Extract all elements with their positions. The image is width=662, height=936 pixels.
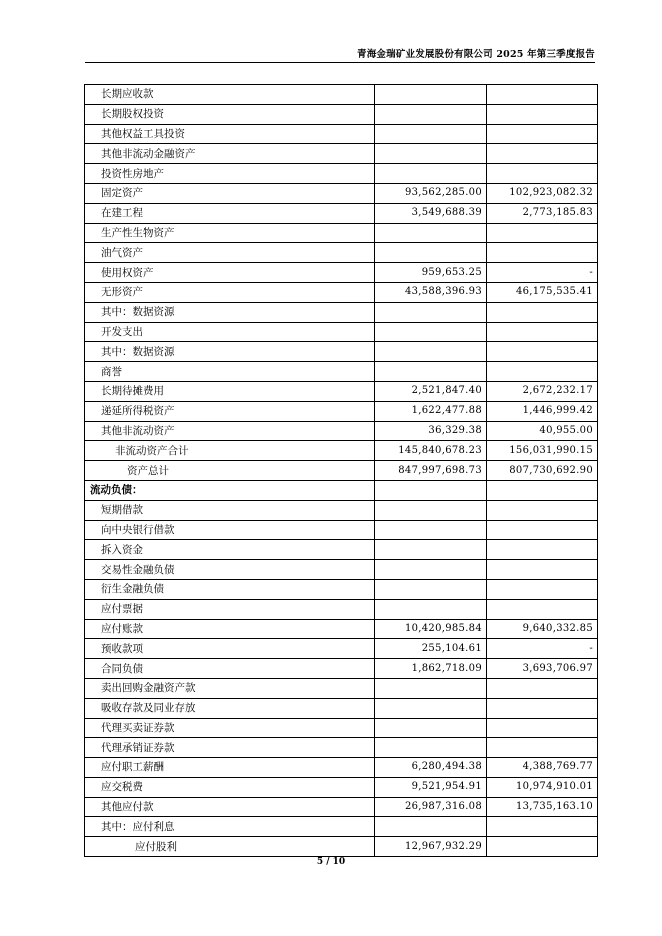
- prior-value: [487, 678, 598, 698]
- row-label: 衍生金融负债: [85, 579, 375, 599]
- table-row: [85, 659, 598, 679]
- current-value: 1,622,477.88: [375, 401, 487, 421]
- current-value: [375, 322, 487, 342]
- prior-value: [487, 599, 598, 619]
- row-label: 长期股权投资: [85, 104, 375, 124]
- current-value: [375, 500, 487, 520]
- table-row: [85, 85, 598, 105]
- current-value: [375, 342, 487, 362]
- row-label: 卖出回购金融资产款: [85, 678, 375, 698]
- table-row: [85, 342, 598, 362]
- prior-value: 46,175,535.41: [487, 282, 598, 302]
- row-label: 使用权资产: [85, 263, 375, 283]
- table-row: [85, 322, 598, 342]
- row-label: 其中：应付利息: [85, 817, 375, 837]
- prior-value: 2,773,185.83: [487, 203, 598, 223]
- row-label: 无形资产: [85, 282, 375, 302]
- current-value: [375, 599, 487, 619]
- prior-value: -: [487, 263, 598, 283]
- current-value: 12,967,932.29: [375, 837, 487, 857]
- table-row: [85, 500, 598, 520]
- row-label: 拆入资金: [85, 540, 375, 560]
- prior-value: [487, 104, 598, 124]
- row-label: 在建工程: [85, 203, 375, 223]
- prior-value: 4,388,769.77: [487, 758, 598, 778]
- prior-value: 9,640,332.85: [487, 619, 598, 639]
- table-row: [85, 421, 598, 441]
- row-label: 油气资产: [85, 243, 375, 263]
- row-label: 应付职工薪酬: [85, 758, 375, 778]
- table-row: [85, 639, 598, 659]
- table-row: [85, 243, 598, 263]
- row-label: 短期借款: [85, 500, 375, 520]
- prior-value: [487, 738, 598, 758]
- table-row: [85, 223, 598, 243]
- table-row: [85, 144, 598, 164]
- section-header-row: [85, 480, 598, 500]
- current-value: 9,521,954.91: [375, 777, 487, 797]
- prior-value: 102,923,082.32: [487, 183, 598, 203]
- current-value: [375, 560, 487, 580]
- row-label: 其他应付款: [85, 797, 375, 817]
- prior-value: -: [487, 639, 598, 659]
- prior-value: [487, 817, 598, 837]
- table-row: [85, 302, 598, 322]
- row-label: 长期待摊费用: [85, 381, 375, 401]
- current-value: [375, 362, 487, 382]
- prior-value: 40,955.00: [487, 421, 598, 441]
- prior-value: 156,031,990.15: [487, 441, 598, 461]
- current-value: [375, 698, 487, 718]
- row-label: 资产总计: [85, 461, 375, 481]
- row-label: 长期应收款: [85, 85, 375, 105]
- current-value: 145,840,678.23: [375, 441, 487, 461]
- current-value: [375, 85, 487, 105]
- table-row: [85, 282, 598, 302]
- row-label: 吸收存款及同业存放: [85, 698, 375, 718]
- row-label: 向中央银行借款: [85, 520, 375, 540]
- table-row: [85, 678, 598, 698]
- prior-value: 1,446,999.42: [487, 401, 598, 421]
- row-label: 生产性生物资产: [85, 223, 375, 243]
- row-label: 其他权益工具投资: [85, 124, 375, 144]
- prior-value: [487, 342, 598, 362]
- prior-value: [487, 302, 598, 322]
- table-row: [85, 263, 598, 283]
- row-label: 代理承销证券款: [85, 738, 375, 758]
- table-row: [85, 560, 598, 580]
- row-label: 交易性金融负债: [85, 560, 375, 580]
- current-value: 255,104.61: [375, 639, 487, 659]
- current-value: 2,521,847.40: [375, 381, 487, 401]
- prior-value: [487, 540, 598, 560]
- prior-value: 13,735,163.10: [487, 797, 598, 817]
- prior-value: [487, 480, 598, 500]
- row-label: 固定资产: [85, 183, 375, 203]
- current-value: 93,562,285.00: [375, 183, 487, 203]
- row-label: 开发支出: [85, 322, 375, 342]
- row-label: 预收款项: [85, 639, 375, 659]
- prior-value: [487, 698, 598, 718]
- prior-value: [487, 85, 598, 105]
- row-label: 其他非流动金融资产: [85, 144, 375, 164]
- current-value: [375, 520, 487, 540]
- current-value: [375, 678, 487, 698]
- table-row: [85, 758, 598, 778]
- current-value: [375, 243, 487, 263]
- current-value: [375, 738, 487, 758]
- table-row: [85, 104, 598, 124]
- current-value: [375, 579, 487, 599]
- current-value: [375, 164, 487, 184]
- row-label: 非流动资产合计: [85, 441, 375, 461]
- prior-value: 807,730,692.90: [487, 461, 598, 481]
- current-value: 43,588,396.93: [375, 282, 487, 302]
- prior-value: [487, 164, 598, 184]
- table-row: [85, 362, 598, 382]
- row-label: 应付账款: [85, 619, 375, 639]
- row-label: 应付票据: [85, 599, 375, 619]
- prior-value: [487, 144, 598, 164]
- row-label: 代理买卖证券款: [85, 718, 375, 738]
- prior-value: [487, 362, 598, 382]
- table-row: [85, 698, 598, 718]
- row-label: 其他非流动资产: [85, 421, 375, 441]
- balance-sheet-table: [84, 84, 598, 857]
- total-row: [85, 461, 598, 481]
- current-value: [375, 817, 487, 837]
- table-row: [85, 540, 598, 560]
- table-row: [85, 183, 598, 203]
- row-label: 应交税费: [85, 777, 375, 797]
- subtotal-row: [85, 441, 598, 461]
- header-rule: [85, 62, 595, 63]
- current-value: 847,997,698.73: [375, 461, 487, 481]
- current-value: [375, 144, 487, 164]
- current-value: 959,653.25: [375, 263, 487, 283]
- row-label: 商誉: [85, 362, 375, 382]
- prior-value: [487, 520, 598, 540]
- table-row: [85, 520, 598, 540]
- current-value: [375, 302, 487, 322]
- table-row: [85, 817, 598, 837]
- table-row: [85, 619, 598, 639]
- current-value: [375, 540, 487, 560]
- prior-value: [487, 124, 598, 144]
- row-label: 其中：数据资源: [85, 342, 375, 362]
- page-number: 5 / 10: [316, 857, 346, 867]
- prior-value: [487, 560, 598, 580]
- prior-value: 2,672,232.17: [487, 381, 598, 401]
- prior-value: 3,693,706.97: [487, 659, 598, 679]
- current-value: 26,987,316.08: [375, 797, 487, 817]
- row-label: 其中：数据资源: [85, 302, 375, 322]
- section-label: 流动负债：: [85, 480, 375, 500]
- table-row: [85, 837, 598, 857]
- table-row: [85, 599, 598, 619]
- row-label: 投资性房地产: [85, 164, 375, 184]
- prior-value: [487, 718, 598, 738]
- prior-value: [487, 322, 598, 342]
- table-row: [85, 797, 598, 817]
- table-row: [85, 124, 598, 144]
- current-value: [375, 104, 487, 124]
- table-row: [85, 164, 598, 184]
- table-row: [85, 718, 598, 738]
- prior-value: 10,974,910.01: [487, 777, 598, 797]
- current-value: [375, 480, 487, 500]
- row-label: 应付股利: [85, 837, 375, 857]
- current-value: 36,329.38: [375, 421, 487, 441]
- current-value: 10,420,985.84: [375, 619, 487, 639]
- current-value: [375, 223, 487, 243]
- page-header: 青海金瑞矿业发展股份有限公司 2025 年第三季度报告: [357, 49, 595, 60]
- row-label: 合同负债: [85, 659, 375, 679]
- current-value: [375, 718, 487, 738]
- prior-value: [487, 579, 598, 599]
- current-value: 3,549,688.39: [375, 203, 487, 223]
- prior-value: [487, 837, 598, 857]
- table-row: [85, 777, 598, 797]
- table-row: [85, 738, 598, 758]
- table-row: [85, 381, 598, 401]
- prior-value: [487, 500, 598, 520]
- current-value: [375, 124, 487, 144]
- table-row: [85, 579, 598, 599]
- prior-value: [487, 243, 598, 263]
- table-row: [85, 401, 598, 421]
- current-value: 6,280,494.38: [375, 758, 487, 778]
- table-row: [85, 203, 598, 223]
- current-value: 1,862,718.09: [375, 659, 487, 679]
- prior-value: [487, 223, 598, 243]
- row-label: 递延所得税资产: [85, 401, 375, 421]
